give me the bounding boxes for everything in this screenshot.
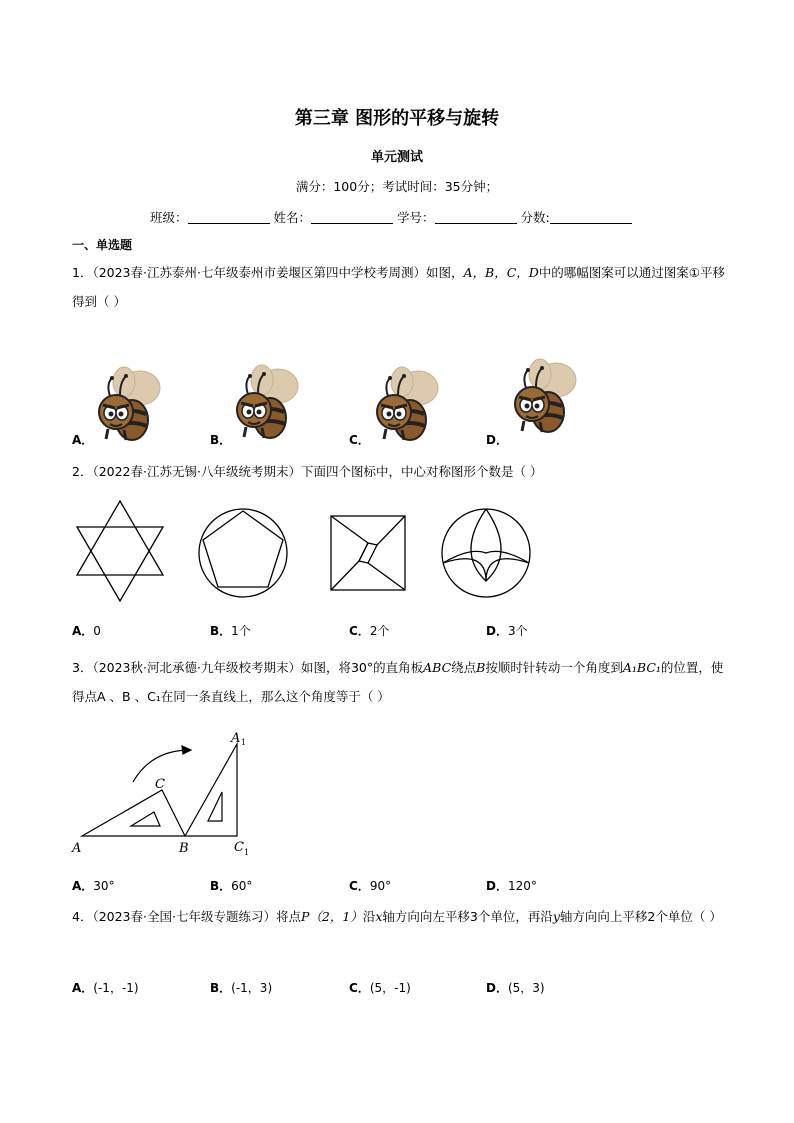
bee-icon (99, 367, 160, 440)
score-label: 分数: (520, 210, 550, 225)
label-a1: A (231, 731, 241, 746)
option-a[interactable] (72, 367, 160, 447)
page-subtitle: 单元测试 (370, 150, 423, 165)
option-d[interactable] (486, 359, 576, 447)
option-a[interactable]: A．(-1，-1) (72, 981, 139, 995)
option-b[interactable] (210, 365, 298, 447)
name-field[interactable] (311, 209, 393, 224)
question-4: 4．（2023春·全国·七年级专题练习）将点P（2，1）沿x轴方向向左平移3个单位，再沿y轴方向向上平移2个单位（ ） (72, 909, 722, 924)
question-source: （2022春·江苏无锡·八年级统考期末） (92, 464, 301, 479)
question-number: 1． (72, 265, 93, 280)
number-label: 学号： (397, 210, 435, 225)
option-a[interactable]: A．30° (72, 879, 115, 893)
question-source: （2023春·全国·七年级专题练习） (92, 909, 276, 924)
option-a[interactable]: A．0 (72, 624, 101, 638)
student-fields (150, 208, 632, 226)
q4-options (72, 979, 726, 997)
svg-text:1: 1 (241, 738, 247, 747)
question-source: （2023春·江苏泰州·七年级泰州市姜堰区第四中学校考周测） (92, 265, 426, 280)
label-b: B (179, 841, 189, 856)
question-3: 3．（2023秋·河北承德·九年级校考期末）如图，将30°的直角板ABC绕点B按顺时针转动一个角度到A₁BC₁的位置，使得点A 、B 、C₁在同一条直线上，那么这个角度等于（ ） (72, 660, 724, 704)
question-source: （2023秋·河北承德·九年级校考期末） (92, 660, 301, 675)
svg-text:C．: C． (349, 433, 370, 447)
score-field[interactable] (550, 209, 632, 224)
svg-text:A．: A． (72, 433, 94, 447)
question-number: 3． (72, 660, 93, 675)
option-b[interactable]: B．1个 (210, 624, 251, 638)
pentagon-in-circle-icon (199, 509, 287, 597)
bee-icon (237, 365, 298, 438)
question-number: 2． (72, 464, 93, 479)
class-field[interactable] (188, 209, 270, 224)
question-2: 2．（2022春·江苏无锡·八年级统考期末）下面四个图标中，中心对称图形个数是（ ） (72, 464, 543, 479)
label-c: C (155, 777, 165, 792)
question-number: 4． (72, 909, 93, 924)
class-label: 班级： (150, 210, 188, 225)
three-petal-circle-icon (442, 509, 530, 597)
pinwheel-square-icon (331, 516, 405, 590)
q2-figures (0, 497, 794, 607)
svg-text:B．: B． (210, 433, 232, 447)
number-field[interactable] (435, 209, 517, 224)
option-d[interactable]: D．(5，3) (486, 981, 545, 995)
option-c[interactable] (349, 367, 438, 447)
option-c[interactable]: C．2个 (349, 624, 390, 638)
option-b[interactable]: B．60° (210, 879, 253, 893)
triangle-a1bc1 (185, 744, 237, 836)
bee-icon (515, 359, 576, 432)
six-point-star-icon (77, 501, 163, 601)
q3-triangle-figure (0, 724, 794, 864)
option-c[interactable]: C．90° (349, 879, 392, 893)
bee-icon (377, 367, 438, 440)
page-title: 第三章 图形的平移与旋转 (294, 108, 500, 129)
label-a: A (72, 841, 82, 856)
q3-options (72, 877, 726, 895)
svg-text:D．: D． (486, 433, 508, 447)
option-c[interactable]: C．(5，-1) (349, 981, 411, 995)
section-heading: 一、单选题 (72, 238, 133, 252)
q2-options (72, 622, 726, 640)
question-1: 1．（2023春·江苏泰州·七年级泰州市姜堰区第四中学校考周测）如图，A，B，C，D中的哪幅图案可以通过图案①平移得到（ ） (72, 265, 726, 309)
option-b[interactable]: B．(-1，3) (210, 981, 273, 995)
name-label: 姓名： (273, 210, 312, 225)
svg-text:1: 1 (244, 848, 250, 857)
triangle-abc (82, 790, 185, 836)
option-d[interactable]: D．3个 (486, 624, 528, 638)
option-d[interactable]: D．120° (486, 879, 537, 893)
q1-options-figure (0, 350, 794, 450)
label-c1: C (234, 840, 244, 855)
exam-info: 满分：100分；考试时间：35分钟； (295, 179, 499, 194)
